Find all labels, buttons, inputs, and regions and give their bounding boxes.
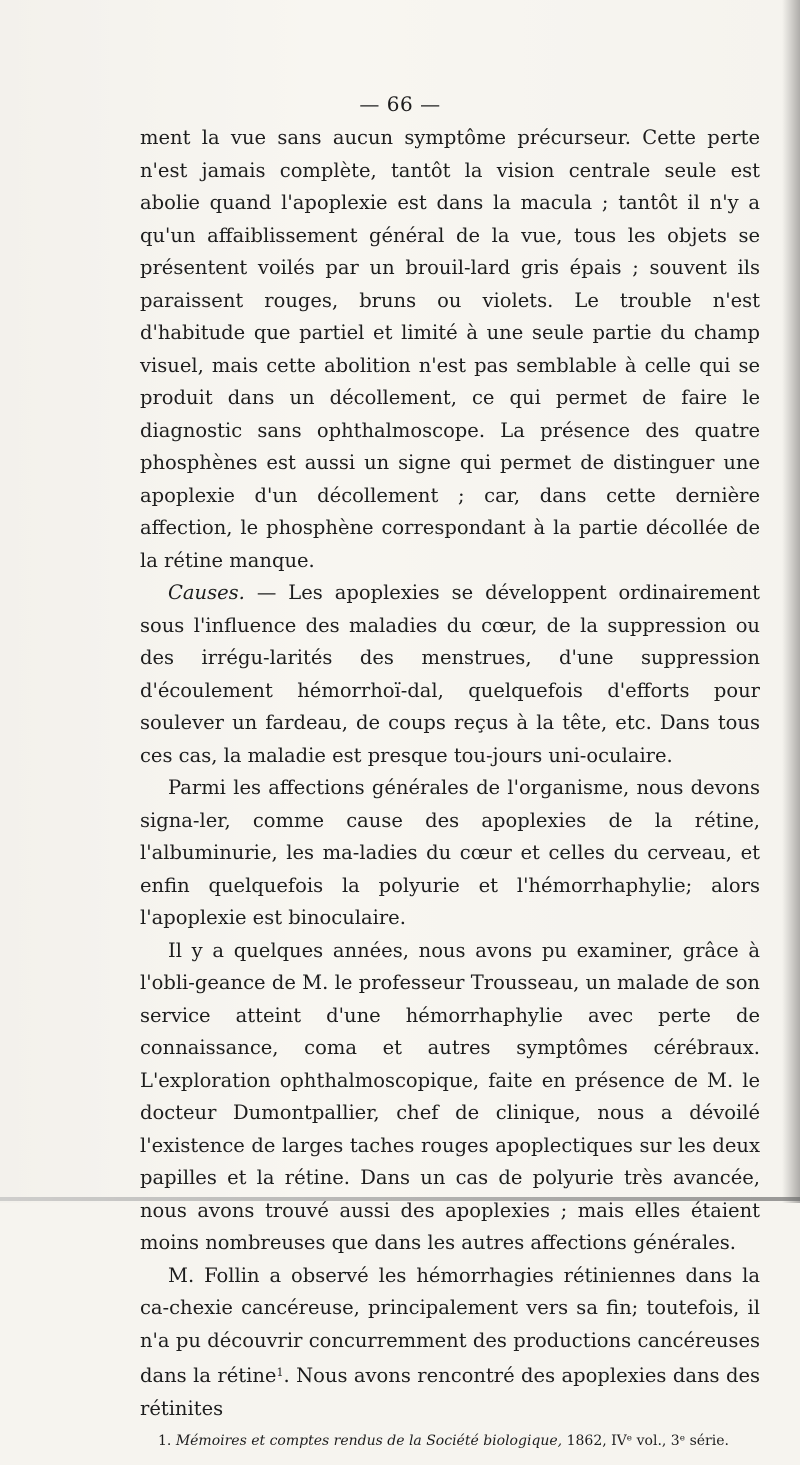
paragraph-4: Il y a quelques années, nous avons pu examiner, grâce à l'obli-geance de M. le professeur Trousseau, un malade de son service atteint d'une hémorrhaphylie avec perte de connaissance, coma et autres symptômes cérébraux. L'exploration ophthalmoscopique, faite en présence de M. le docteur Dumontpallier, chef de clinique, nous a dévoilé l'existence de larges taches rouges apoplectiques sur les deux papilles et la rétine. Dans un cas de polyurie très avancée, nous avons trouvé aussi des apoplexies ; mais elles étaient moins nombreuses que dans les autres affections générales. bbox=[140, 938, 760, 1254]
footnote-number: 1. bbox=[158, 1433, 172, 1449]
page-number: — 66 — bbox=[359, 92, 441, 116]
paragraph-5-text-b: . Nous avons rencontré des apoplexies dans des rétinites bbox=[140, 1364, 760, 1420]
main-text bbox=[140, 122, 760, 1465]
paragraph-1: ment la vue sans aucun symptôme précurseur. Cette perte n'est jamais complète, tantôt la vision centrale seule est abolie quand l'apoplexie est dans la macula ; tantôt il n'y a qu'un affaiblissement général de la vue, tous les objets se présentent voilés par un brouil-lard gris épais ; souvent ils paraissent rouges, bruns ou violets. Le trouble n'est d'habitude que partiel et limité à une seule partie du champ visuel, mais cette abolition n'est pas semblable à celle qui se produit dans un décollement, ce qui permet de faire le diagnostic sans ophthalmoscope. La présence des quatre phosphènes est aussi un signe qui permet de distinguer une apoplexie d'un décollement ; car, dans cette dernière affection, le phosphène correspondant à la partie décollée de la rétine manque. bbox=[140, 126, 760, 572]
footnote-rest: 1862, IVᵉ vol., 3ᵉ série. bbox=[562, 1433, 729, 1449]
paragraph-causes bbox=[140, 577, 760, 772]
page-edge-shadow bbox=[782, 0, 800, 1203]
paragraph-3: Parmi les affections générales de l'organisme, nous devons signa-ler, comme cause des apoplexies de la rétine, l'albuminurie, les ma-ladies du cœur et celles du cerveau, et enfin quelquefois la polyurie et l'hémorrhaphylie; alors l'apoplexie est binoculaire. bbox=[140, 776, 760, 929]
footnote-ref: 1 bbox=[276, 1366, 284, 1379]
footnote bbox=[140, 1431, 760, 1451]
paragraph-causes-text: — Les apoplexies se développent ordinairement sous l'influence des maladies du cœur, de la suppression ou des irrégu-larités des menstrues, d'une suppression d'écoulement hémorrhoï-dal, quelquefois d'efforts pour soulever un fardeau, de coups reçus à la tête, etc. Dans tous ces cas, la maladie est presque tou-jours uni-oculaire. bbox=[140, 581, 760, 767]
paragraph-5-text-a: M. Follin a observé les hémorrhagies rétiniennes dans la ca-chexie cancéreuse, principalement vers sa fin; toutefois, il n'a pu découvrir concurremment des productions cancéreuses dans la rétine bbox=[140, 1263, 760, 1387]
section-label-causes: Causes. bbox=[168, 581, 245, 604]
paragraph-5 bbox=[140, 1260, 760, 1426]
footnote-title: Mémoires et comptes rendus de la Société biologique, bbox=[175, 1433, 563, 1449]
